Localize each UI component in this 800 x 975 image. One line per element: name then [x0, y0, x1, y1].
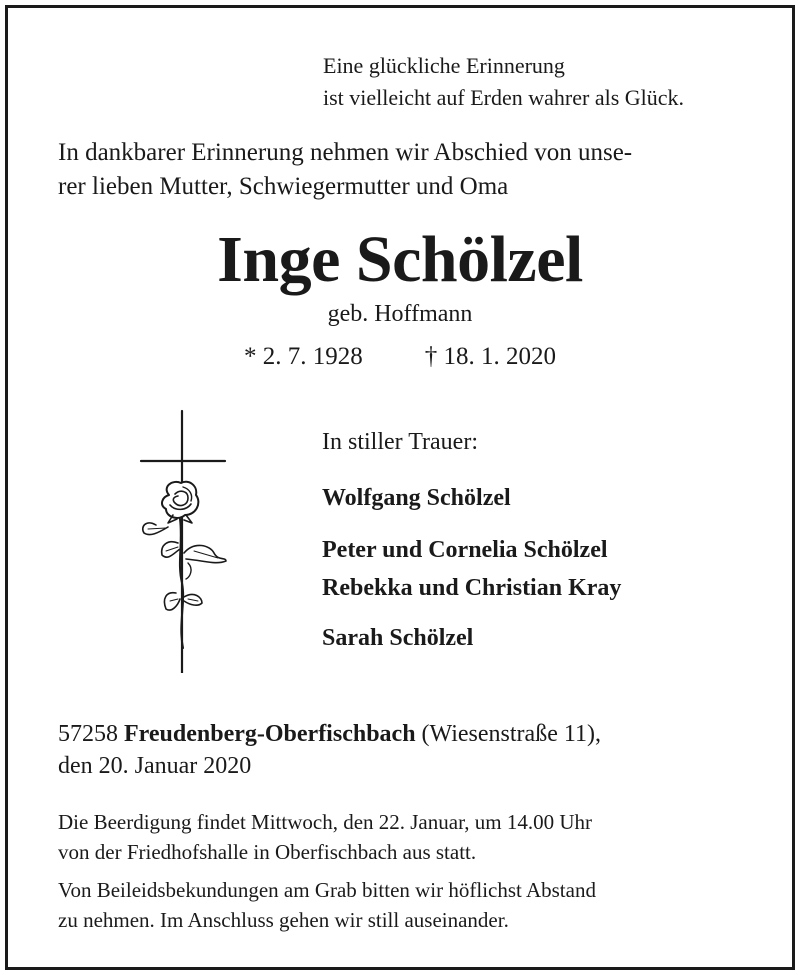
mourner-name: Wolfgang Schölzel — [322, 485, 511, 511]
mourner-name: Rebekka und Christian Kray — [322, 575, 622, 601]
address-block — [58, 718, 601, 782]
birth-date: * 2. 7. 1928 — [244, 343, 363, 370]
quote-line-1: Eine glückliche Erinnerung — [323, 53, 565, 78]
death-date: † 18. 1. 2020 — [424, 343, 556, 370]
intro-line-2: rer lieben Mutter, Schwiegermutter und Oma — [58, 173, 509, 200]
quote — [323, 50, 684, 114]
deceased-name: Inge Schölzel — [217, 223, 583, 296]
condolence-note — [58, 875, 596, 935]
mourner-name: Sarah Schölzel — [322, 625, 474, 651]
intro-text — [58, 136, 632, 204]
mourning-heading: In stiller Trauer: — [322, 429, 478, 455]
town: Freudenberg-Oberfischbach — [124, 721, 416, 747]
burial-line-1: Die Beerdigung findet Mittwoch, den 22. Januar, um 14.00 Uhr — [58, 810, 592, 834]
street: (Wiesenstraße 11), — [421, 721, 601, 747]
quote-line-2: ist vielleicht auf Erden wahrer als Glück. — [323, 85, 685, 110]
address-date: den 20. Januar 2020 — [58, 753, 252, 779]
condolence-line-2: zu nehmen. Im Anschluss gehen wir still auseinander. — [58, 908, 509, 932]
cross-with-rose-icon — [128, 403, 228, 673]
burial-line-2: von der Friedhofshalle in Oberfischbach aus statt. — [58, 840, 477, 864]
mourner-name: Peter und Cornelia Schölzel — [322, 537, 608, 563]
obituary-notice — [5, 5, 795, 970]
condolence-line-1: Von Beileidsbekundungen am Grab bitten wir höflichst Abstand — [58, 878, 596, 902]
address-line — [58, 718, 601, 750]
burial-info — [58, 807, 592, 867]
birth-name: geb. Hoffmann — [327, 301, 473, 327]
postcode: 57258 — [58, 721, 118, 747]
intro-line-1: In dankbarer Erinnerung nehmen wir Abschied von unse- — [58, 139, 633, 166]
life-dates — [8, 340, 792, 374]
